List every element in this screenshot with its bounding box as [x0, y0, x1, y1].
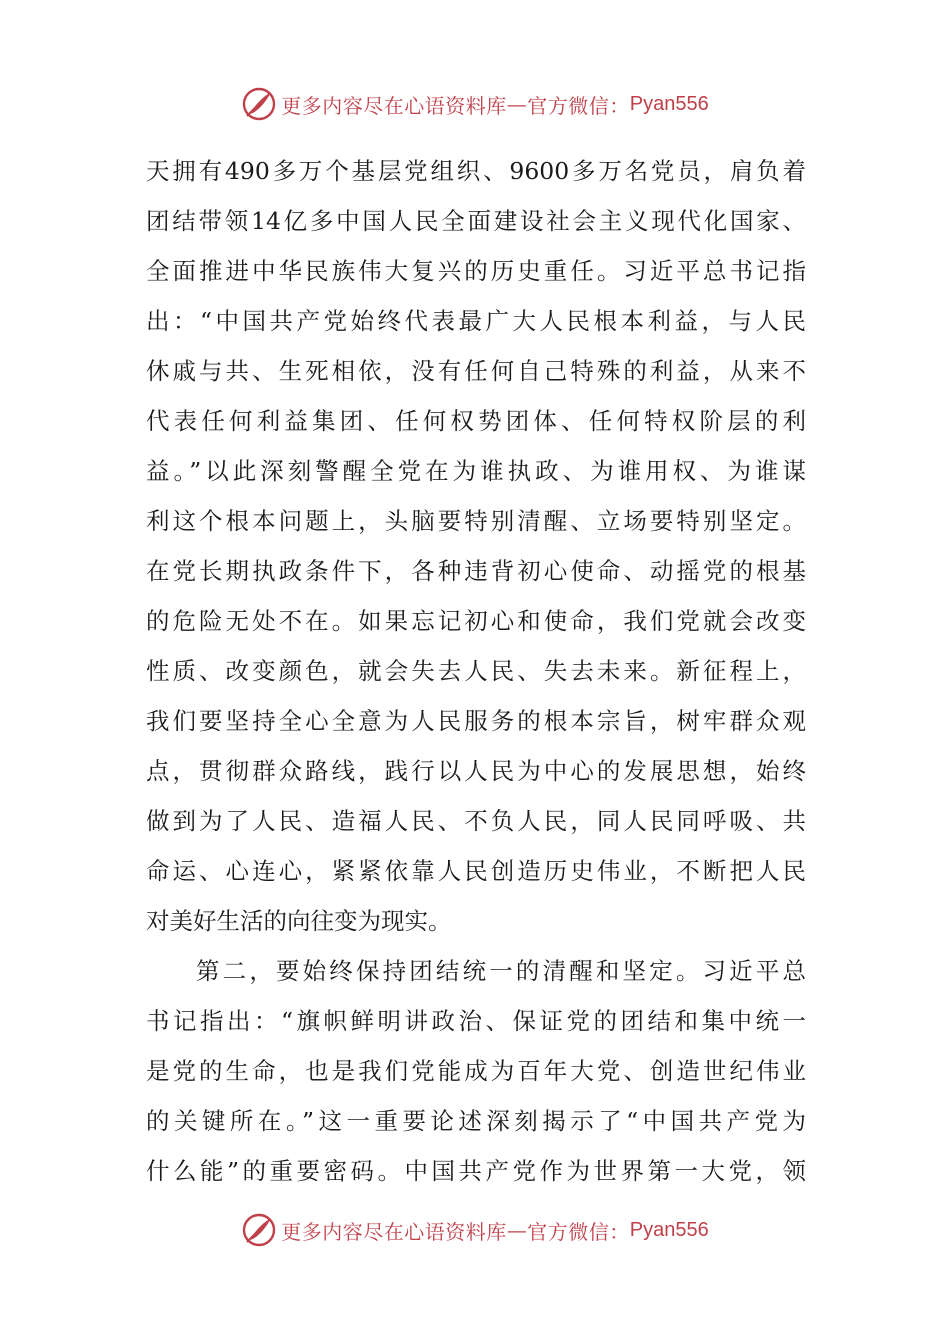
text-line: 性质、改变颜色，就会失去人民、失去未来。新征程上，	[146, 657, 806, 685]
text-line: 命运、心连心，紧紧依靠人民创造历史伟业，不断把人民	[146, 857, 806, 885]
text-line: 是党的生命，也是我们党能成为百年大党、创造世纪伟业	[146, 1057, 806, 1085]
text-line: 点，贯彻群众路线，践行以人民为中心的发展思想，始终	[146, 757, 806, 785]
text-line: 全面推进中华民族伟大复兴的历史重任。习近平总书记指	[146, 257, 806, 285]
text-line: 的危险无处不在。如果忘记初心和使命，我们党就会改变	[146, 607, 806, 635]
text-line: 的关键所在。”这一重要论述深刻揭示了“中国共产党为	[146, 1107, 806, 1135]
text-line: 益。”以此深刻警醒全党在为谁执政、为谁用权、为谁谋	[146, 457, 806, 485]
promo-text: 更多内容尽在心语资料库	[281, 93, 507, 118]
text-line: 休戚与共、生死相依，没有任何自己特殊的利益，从来不	[146, 357, 806, 385]
text-line: 团结带领14亿多中国人民全面建设社会主义现代化国家、	[146, 207, 806, 235]
text-line: 在党长期执政条件下，各种违背初心使命、动摇党的根基	[146, 557, 806, 585]
text-line: 什么能”的重要密码。中国共产党作为世界第一大党，领	[146, 1157, 806, 1185]
text-line: 天拥有490多万个基层党组织、9600多万名党员，肩负着	[146, 157, 806, 185]
text-line: 利这个根本问题上，头脑要特别清醒、立场要特别坚定。	[146, 507, 806, 535]
wechat-label: 官方微信：	[527, 1219, 630, 1244]
promo-dash: —	[506, 92, 528, 116]
header-banner	[0, 84, 950, 124]
text-line: 书记指出：“旗帜鲜明讲政治、保证党的团结和集中统一	[146, 1007, 806, 1035]
text-line: 代表任何利益集团、任何权势团体、任何特权阶层的利	[146, 407, 806, 435]
promo-dash: —	[506, 1218, 528, 1242]
text-line: 对美好生活的向往变为现实。	[146, 907, 452, 935]
quill-logo-icon	[241, 1212, 277, 1248]
promo-text: 更多内容尽在心语资料库	[281, 1219, 507, 1244]
text-line: 出：“中国共产党始终代表最广大人民根本利益，与人民	[146, 307, 806, 335]
text-line: 做到为了人民、造福人民、不负人民，同人民同呼吸、共	[146, 807, 806, 835]
quill-logo-icon	[241, 86, 277, 122]
wechat-label: 官方微信：	[527, 93, 630, 118]
footer-banner	[0, 1210, 950, 1250]
text-line: 我们要坚持全心全意为人民服务的根本宗旨，树牢群众观	[146, 707, 806, 735]
document-body	[146, 146, 806, 1196]
paragraph-start-line: 第二，要始终保持团结统一的清醒和坚定。习近平总	[196, 957, 806, 985]
wechat-id: Pyan556	[629, 92, 709, 115]
wechat-id: Pyan556	[629, 1218, 709, 1241]
